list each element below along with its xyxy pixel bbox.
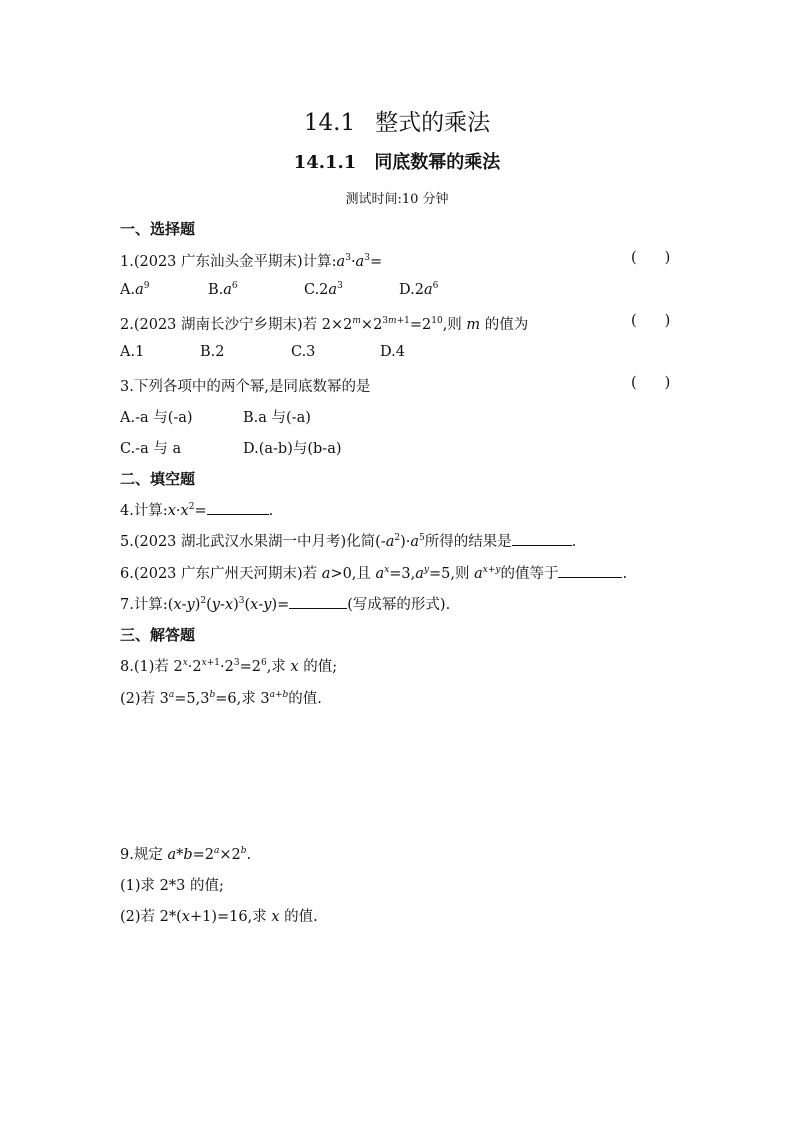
question-9-part-1: (1)求 2*3 的值; <box>120 878 224 894</box>
question-8-part-2: (2)若 $3^a=5,3^b=6$,求 $3^{a+b}$的值. <box>120 690 322 707</box>
section-choice-heading: 一、选择题 <box>120 220 196 238</box>
question-1: 1.(2023 广东汕头金平期末)计算$:a^3\cdot a^3=$ <box>120 253 383 270</box>
question-8-part-1: 8.(1)若 $2^x\cdot 2^{x+1}\cdot 2^3=2^6$,求 x 的值; <box>120 658 338 675</box>
q1-option-c: $C.2a^3$ <box>304 281 343 298</box>
answer-blank-7[interactable] <box>289 594 347 609</box>
question-9: 9.规定 $a*b=2^a\times 2^b$. <box>120 846 252 863</box>
q3-option-b: B.a 与(-a) <box>243 410 311 426</box>
q3-option-c: C.-a 与 a <box>120 441 182 457</box>
q2-option-b: B.2 <box>200 344 225 360</box>
page-title: 14.1 整式的乘法 <box>303 110 491 136</box>
answer-blank-6[interactable] <box>558 563 622 578</box>
q1-option-d: $D.2a^6$ <box>399 281 439 298</box>
q1-option-b: $B.a^6$ <box>208 281 238 298</box>
q2-option-a: A.1 <box>120 344 145 360</box>
answer-paren-2: ( ) <box>631 313 671 329</box>
test-time: 测试时间:10 分钟 <box>345 192 449 207</box>
page-subtitle: 14.1.1 同底数幂的乘法 <box>293 152 501 173</box>
question-9-part-2: (2)若 2*(x+1)=16,求 x 的值. <box>120 909 318 925</box>
q2-option-d: D.4 <box>380 344 405 360</box>
answer-blank-5[interactable] <box>512 531 572 546</box>
q3-option-a: A.-a 与(-a) <box>120 410 193 426</box>
section-answer-heading: 三、解答题 <box>120 626 196 644</box>
question-6: 6.(2023 广东广州天河期末)若 a>0,且 $a^x=3,a^y=5$,则 $a^{x+y}$的值等于 . <box>120 565 628 582</box>
q2-option-c: C.3 <box>291 344 316 360</box>
q3-option-d: D.(a-b)与(b-a) <box>243 441 342 457</box>
question-7: 7.计算$:(x-y)^2(y-x)^3(x-y)=$ (写成幂的形式). <box>120 596 451 613</box>
q1-option-a: $A.a^9$ <box>120 281 150 298</box>
question-4: 4.计算$:x\cdot x^2=$ . <box>120 502 274 519</box>
question-5: 5.(2023 湖北武汉水果湖一中月考)化简$(-a^2)\cdot a^5$所得的结果是 . <box>120 533 577 550</box>
answer-paren-3: ( ) <box>631 375 671 391</box>
question-3: 3.下列各项中的两个幂,是同底数幂的是 <box>120 379 371 395</box>
question-2: 2.(2023 湖南长沙宁乡期末)若 $2\times 2^m\times 2^{3m+1}=2^{10}$,则 m 的值为 <box>120 316 529 333</box>
section-fill-heading: 二、填空题 <box>120 470 196 488</box>
answer-blank-4[interactable] <box>207 500 269 515</box>
answer-paren-1: ( ) <box>631 250 671 266</box>
